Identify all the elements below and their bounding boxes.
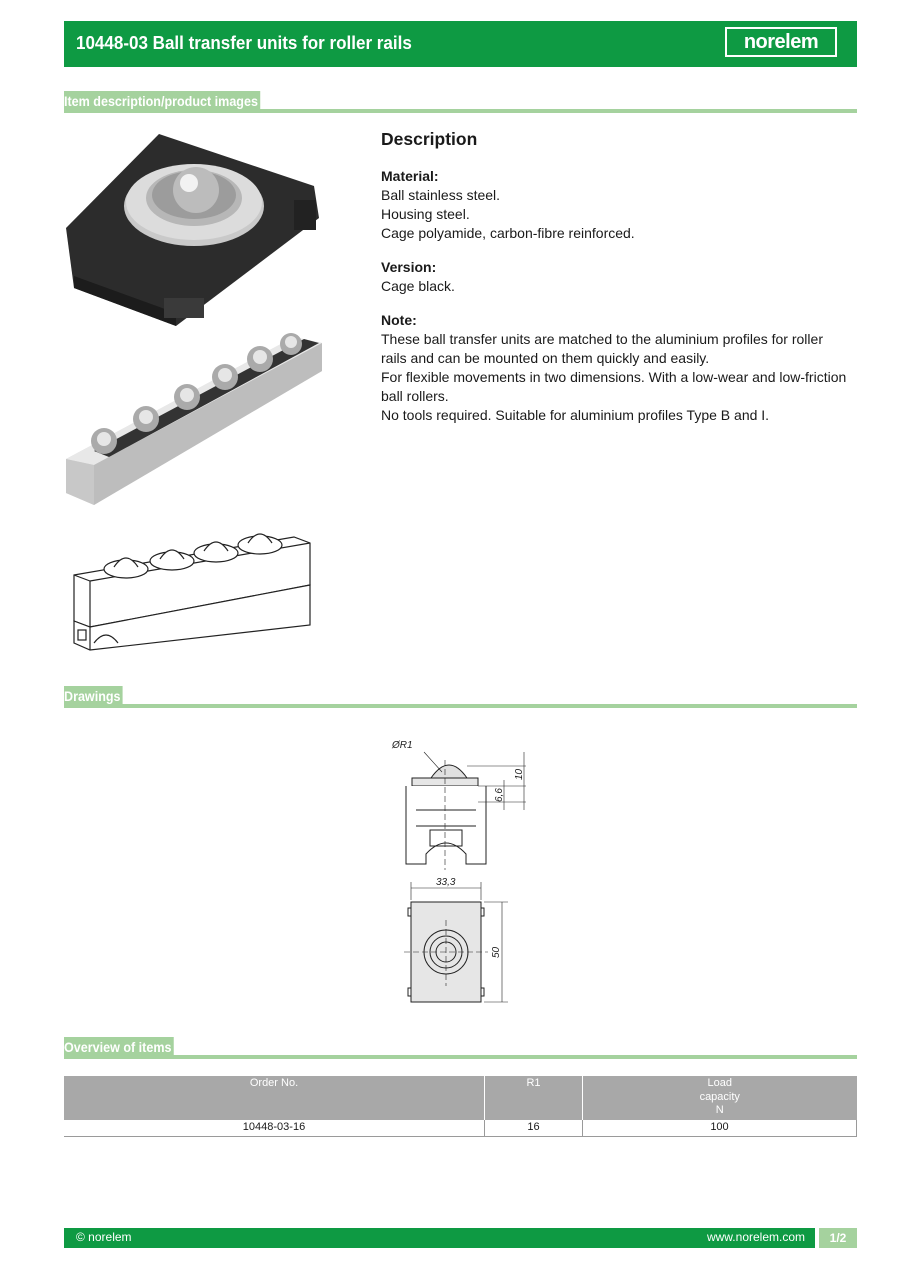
note-line: For flexible movements in two dimensions. With a low-wear and low-friction ball rollers. xyxy=(381,369,847,404)
cell-order-no: 10448-03-16 xyxy=(64,1120,485,1137)
section-item-description xyxy=(64,91,857,113)
header-load-capacity: Load capacity N xyxy=(583,1076,857,1120)
product-image-unit xyxy=(64,128,322,328)
cell-load-capacity: 100 xyxy=(583,1120,857,1137)
description-title: Description xyxy=(381,129,478,149)
material-line: Cage polyamide, carbon-fibre reinforced. xyxy=(381,225,635,241)
cell-r1: 16 xyxy=(485,1120,583,1137)
version-block xyxy=(381,258,851,296)
version-line: Cage black. xyxy=(381,278,455,294)
section-overview xyxy=(64,1037,857,1059)
dim-radius-label: ØR1 xyxy=(392,740,413,751)
dim-height-top-label: 10 xyxy=(514,768,525,780)
header-r1: R1 xyxy=(485,1076,583,1120)
technical-drawing xyxy=(386,730,536,1012)
items-table xyxy=(64,1076,857,1137)
section-title: Drawings xyxy=(64,686,122,708)
material-label: Material: xyxy=(381,168,439,184)
page-header xyxy=(64,21,857,67)
product-image-rail xyxy=(64,333,322,509)
dim-length-label: 50 xyxy=(491,946,502,958)
note-line: These ball transfer units are matched to the aluminium profiles for roller rails and can be mounted on them quickly and easily. xyxy=(381,331,823,366)
section-title: Overview of items xyxy=(64,1037,173,1059)
table-row xyxy=(64,1120,857,1137)
footer-copyright: © norelem xyxy=(76,1230,132,1244)
page-footer xyxy=(64,1228,857,1248)
footer-website-link[interactable]: www.norelem.com xyxy=(706,1230,805,1244)
note-line: No tools required. Suitable for aluminium profiles Type B and I. xyxy=(381,407,770,423)
note-block xyxy=(381,311,851,425)
material-line: Housing steel. xyxy=(381,206,470,222)
material-line: Ball stainless steel. xyxy=(381,187,501,203)
dim-width-label: 33,3 xyxy=(436,877,456,888)
dim-height-mid-label: 6,6 xyxy=(494,788,505,802)
product-image-line-drawing xyxy=(64,515,322,665)
page-number: 1/2 xyxy=(819,1228,857,1248)
version-label: Version: xyxy=(381,259,437,275)
header-order-no: Order No. xyxy=(64,1076,485,1120)
norelem-logo: norelem xyxy=(725,27,837,57)
page-title: 10448-03 Ball transfer units for roller rails xyxy=(76,32,412,53)
section-drawings xyxy=(64,686,857,708)
description-panel xyxy=(381,128,851,440)
note-label: Note: xyxy=(381,312,417,328)
material-block xyxy=(381,167,851,243)
table-header-row xyxy=(64,1076,857,1120)
section-title: Item description/product images xyxy=(64,91,260,113)
